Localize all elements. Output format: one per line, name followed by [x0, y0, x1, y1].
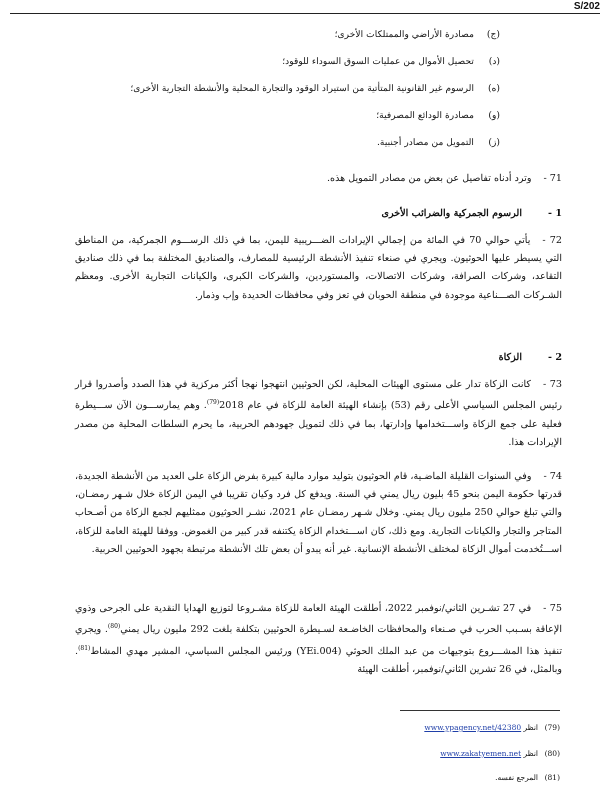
document-symbol: S/202	[573, 1, 600, 12]
footnote-reference[interactable]: (80)	[107, 623, 121, 631]
list-item	[60, 82, 500, 109]
paragraph-74	[75, 468, 562, 559]
section-number: 1 -	[547, 208, 562, 219]
list-item	[60, 28, 500, 55]
footnote-reference[interactable]: (81)	[78, 644, 91, 652]
paragraph-75	[75, 600, 562, 679]
footnote-prefix: انظر	[523, 749, 538, 758]
section-title: الرسوم الجمركية والضرائب الأخرى	[381, 208, 522, 219]
section-title: الزكاة	[498, 352, 522, 363]
page-header	[0, 0, 600, 14]
footnote-number: (80)	[544, 749, 560, 758]
paragraph-text: وفي السنوات القليلة الماضـية، قام الحوثيون بتوليد موارد مالية كبيرة بفرض الزكاة على العديد من الأنشطة الجديدة، قدرتها حكومة اليمن بنحو 45 بليون ريال يمني في السنة. ويدفع كل فرد وكيان تقريبا في اليمن الزكاة خلال شـهر رمضـان، والتي تبلغ حوالي 250 مليون ريال يمني. وخلال شـهر رمضـان عام 2021، نشـر الحوثيون ممثليهم لجمع الزكاة من أصـحاب المتاجر والتجار والكيانات التجارية. ومع ذلك، كان اســـتخدام الزكاة يكتنفه قدر كبير من الغموض. ووفقا للهيئة العامة للزكاة، اســـتُخدمت أموال الزكاة لمختلف الأنشطة الإنسانية. غير أنه يبدو أن بعض تلك الأنشطة مرتبطة بجهود الحوثيين الحربية.	[75, 471, 562, 555]
footnote-number: (79)	[544, 723, 560, 732]
paragraph-text: . وهم يمارســـون الآن ســـيطرة فعلية على جمع الزكاة واســـتخدامها وإدارتها، بما في ذلك لتمويل جهودهم الحربية، ما يحرم السلطات المحلية من مصدر الإيرادات هذا.	[75, 400, 562, 448]
paragraph-73	[75, 376, 562, 452]
footnote-link[interactable]: www.ypagency.net/42380	[424, 723, 522, 732]
list-marker: (و)	[488, 110, 500, 121]
paragraph-number: 75 -	[543, 603, 562, 614]
paragraph-text: وترد أدناه تفاصيل عن بعض من مصادر التمويل هذه.	[327, 173, 532, 184]
paragraph-number: 71 -	[543, 173, 562, 184]
header-rule	[10, 13, 600, 14]
footnote-81	[260, 773, 560, 783]
list-text: التمويل من مصادر أجنبية.	[377, 137, 474, 148]
list-marker: (ج)	[486, 29, 500, 40]
list-marker: (ه)	[488, 83, 500, 94]
paragraph-number: 73 -	[542, 379, 562, 390]
footnote-number: (81)	[544, 773, 560, 782]
paragraph-text: . وبالمثل، في 26 تشرين الثاني/نوفمبر، أطلقت الهيئة	[75, 645, 562, 675]
funding-sources-list	[60, 28, 500, 163]
footnote-prefix: المرجع نفسه.	[495, 773, 538, 782]
paragraph-71	[75, 170, 562, 188]
footnote-79	[260, 723, 560, 733]
list-text: الرسوم غير القانونية المتأتية من استيراد الوقود والتجارة المحلية والأنشطة التجارية الأخرى؛	[130, 83, 474, 94]
footnote-reference[interactable]: (79)	[206, 399, 220, 407]
list-text: مصادرة الودائع المصرفية؛	[376, 110, 474, 121]
paragraph-text: . ويجري تنفيذ هذا المشـــروع بتوجيهات من عبد الملك الحوثي (YEi.004) ورئيس المجلس السياسي، المشير مهدي المشاط	[75, 624, 562, 657]
footnote-separator	[400, 710, 560, 711]
list-item	[60, 136, 500, 163]
paragraph-number: 72 -	[542, 235, 562, 246]
section-heading-customs	[42, 208, 562, 219]
paragraph-72	[75, 232, 562, 305]
list-marker: (ز)	[488, 137, 500, 148]
list-text: تحصيل الأموال من عمليات السوق السوداء للوقود؛	[282, 56, 474, 67]
list-text: مصادرة الأراضي والممتلكات الأخرى؛	[334, 29, 474, 40]
footnote-80	[260, 749, 560, 759]
list-marker: (د)	[488, 56, 500, 67]
list-item	[60, 109, 500, 136]
paragraph-text: في 27 تشـرين الثاني/نوفمبر 2022، أطلقت الهيئة العامة للزكاة مشـروعا لتوزيع الهدايا النقدية على الجرحى وذوي الإعاقة بسـبب الحرب في صـنعاء والمحافظات الخاضـعة لسـيطرة الحوثيين بتكلفة بلغت 292 مليون ريال يمني	[75, 603, 562, 636]
paragraph-number: 74 -	[543, 471, 562, 482]
list-item	[60, 55, 500, 82]
paragraph-text: يأتي حوالي 70 في المائة من إجمالي الإيرادات الضـــريبية لليمن، بما في ذلك الرســـوم الجمركية، من المناطق التي يسيطر عليها الحوثيون. ويجري في صنعاء تنفيذ الأنشطة الرئيسية للمصارف، والصناديق المختلفة بما في ذلك صناديق التقاعد، وشركات الصرافة، وشركات الاتصالات، والمستوردين، والشركات الكبرى، والكيانات التجارية الأخرى. ومعظم الشـركات الصـــناعية موجودة في منطقة الحوبان في تعز وفي محافظات الحديدة وإب وذمار.	[75, 235, 562, 301]
paragraph-text: كانت الزكاة تدار على مستوى الهيئات المحلية، لكن الحوثيين انتهجوا نهجا أكثر مركزية في هذا الصدد وأصدروا قرار رئيس المجلس السياسي الأعلى رقم (53) بإنشاء الهيئة العامة للزكاة في عام 2018	[75, 379, 563, 412]
section-number: 2 -	[547, 352, 562, 363]
footnote-prefix: انظر	[523, 723, 538, 732]
section-heading-zakat	[42, 352, 562, 363]
footnote-link[interactable]: www.zakatyemen.net	[440, 749, 522, 758]
